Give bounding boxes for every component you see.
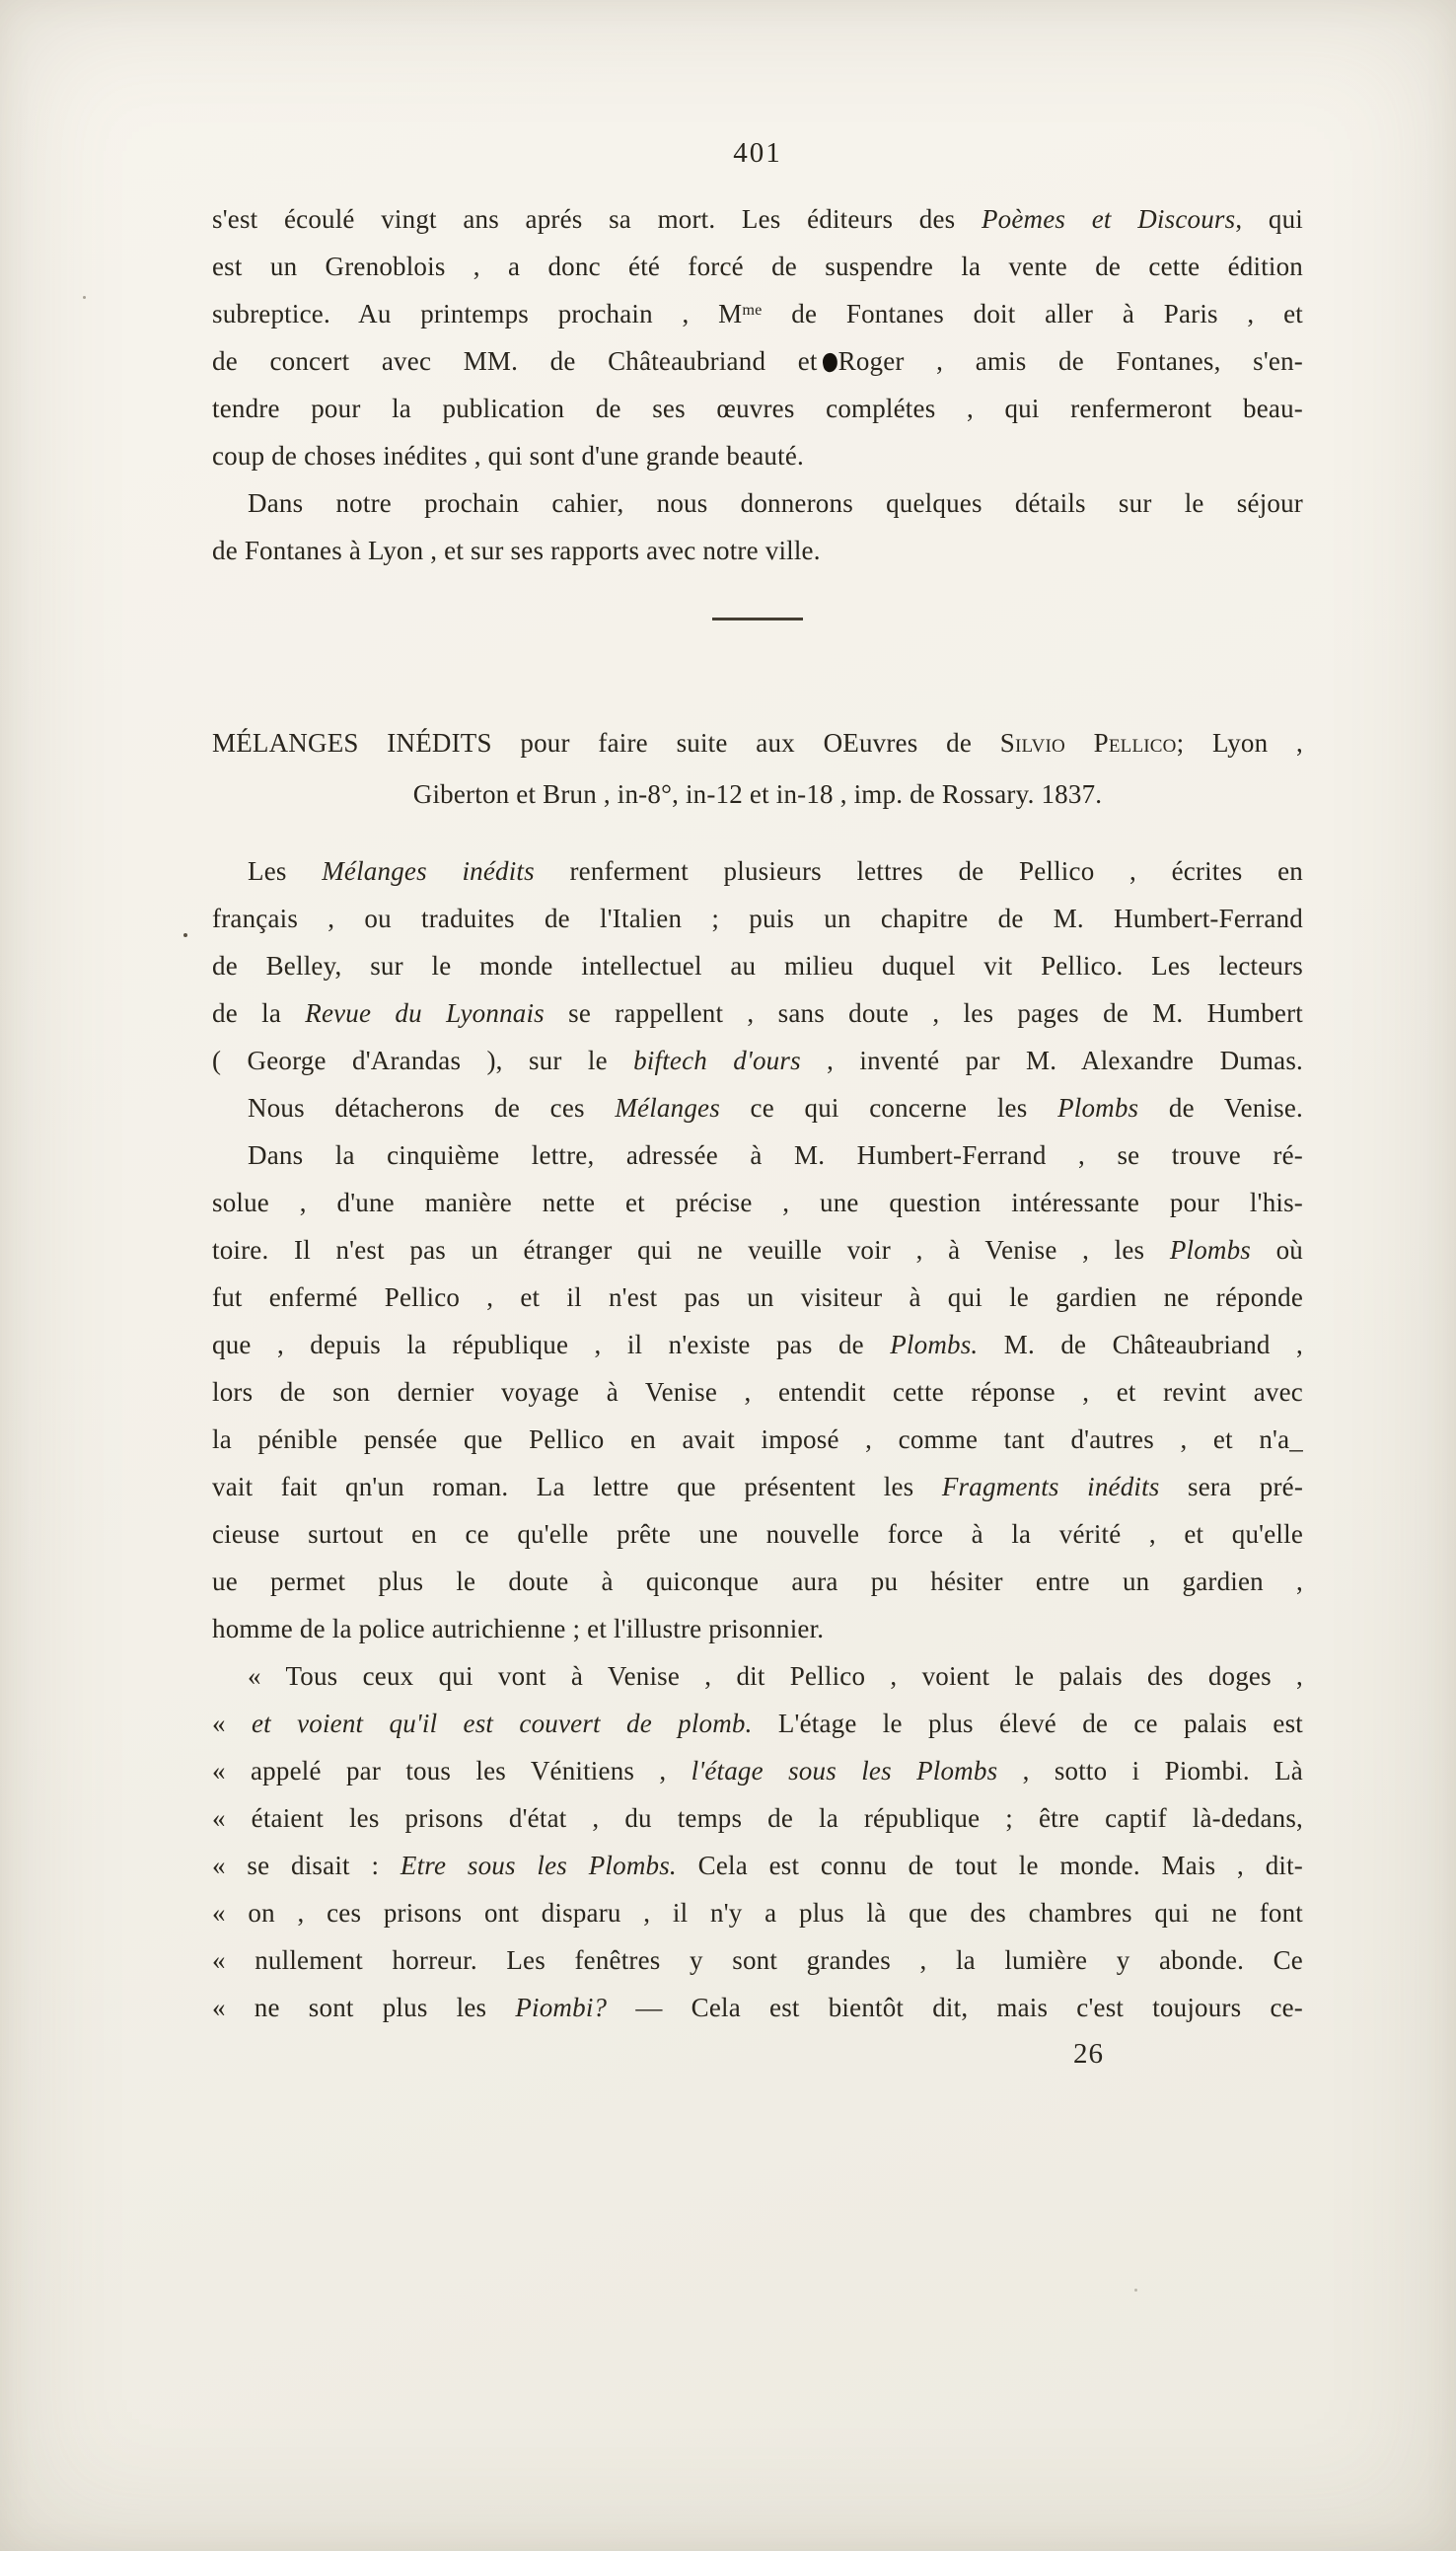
text-segment: Revue du Lyonnais: [305, 998, 545, 1028]
text-line: [212, 1700, 1303, 1747]
text-line: [212, 1510, 1303, 1558]
text-line: [212, 1131, 1303, 1179]
text-segment: Dans la cinquième lettre, adressée à M. Humbert-Ferrand , se trouve ré-: [248, 1140, 1303, 1170]
text-column: [212, 136, 1303, 2077]
text-segment: Plombs.: [890, 1330, 979, 1359]
text-segment: de Venise.: [1138, 1093, 1304, 1123]
scan-speck: [83, 296, 86, 299]
page-number-bottom: 26: [1073, 2038, 1104, 2070]
text-segment: Silvio Pellico: [999, 728, 1177, 758]
text-line: [212, 385, 1303, 432]
text-line: [212, 243, 1303, 290]
text-segment: de la: [212, 998, 306, 1028]
text-segment: ( George d'Arandas ), sur le: [212, 1046, 634, 1075]
text-segment: toire. Il n'est pas un étranger qui ne veuille voir , à Venise , les: [212, 1235, 1170, 1265]
text-segment: est un Grenoblois , a donc été forcé de suspendre la vente de cette édition: [212, 252, 1303, 281]
section-divider: [712, 618, 803, 620]
text-line: [212, 847, 1303, 895]
text-line: [212, 1179, 1303, 1226]
text-line: [212, 1416, 1303, 1463]
text-segment: cieuse surtout en ce qu'elle prête une nouvelle force à la vérité , et qu'elle: [212, 1519, 1303, 1549]
text-segment: vait fait qn'un roman. La lettre que présentent les: [212, 1472, 942, 1501]
text-line: [212, 1936, 1303, 1984]
text-segment: « étaient les prisons d'état , du temps de la république ; être captif là-dedans,: [212, 1803, 1303, 1833]
text-segment: ue permet plus le doute à quiconque aura pu hésiter entre un gardien ,: [212, 1567, 1303, 1596]
text-line: [212, 337, 1303, 385]
paragraph: [212, 847, 1303, 1084]
text-segment: fut enfermé Pellico , et il n'est pas un visiteur à qui le gardien ne réponde: [212, 1282, 1303, 1312]
text-segment: Nous détacherons de ces: [248, 1093, 616, 1123]
text-line: [212, 1747, 1303, 1794]
text-line: [212, 1984, 1303, 2031]
text-segment: subreptice. Au printemps prochain , M: [212, 299, 743, 328]
text-segment: Poèmes et Discours: [981, 204, 1236, 234]
text-segment: « on , ces prisons ont disparu , il n'y a plus là que des chambres qui ne font: [212, 1898, 1303, 1928]
text-segment: français , ou traduites de l'Italien ; puis un chapitre de M. Humbert-Ferrand: [212, 904, 1303, 933]
text-segment: renferment plusieurs lettres de Pellico , écrites en: [534, 856, 1303, 886]
text-segment: et voient qu'il est couvert de plomb.: [251, 1709, 753, 1738]
text-segment: Fragments inédits: [941, 1472, 1160, 1501]
text-segment: Mélanges inédits: [322, 856, 535, 886]
text-line: [212, 432, 1303, 479]
text-line: [212, 1652, 1303, 1700]
text-segment: « appelé par tous les Vénitiens ,: [212, 1756, 692, 1786]
text-segment: « se disait :: [212, 1851, 400, 1880]
text-segment: « Tous ceux qui vont à Venise , dit Pellico , voient le palais des doges ,: [248, 1661, 1303, 1691]
paragraph: [212, 195, 1303, 479]
text-segment: se rappellent , sans doute , les pages de M. Humbert: [544, 998, 1303, 1028]
text-line: [212, 1842, 1303, 1889]
scan-speck: [1134, 2289, 1137, 2292]
scan-speck: [183, 933, 187, 937]
text-segment: Dans notre prochain cahier, nous donnerons quelques détails sur le séjour: [248, 488, 1303, 518]
paragraph: [212, 1084, 1303, 1131]
text-line: [212, 1558, 1303, 1605]
paragraph: [212, 1652, 1303, 2031]
text-line: [212, 527, 1303, 574]
text-segment: l'étage sous les Plombs: [691, 1756, 998, 1786]
text-segment: me: [742, 300, 763, 319]
text-segment: L'étage le plus élevé de ce palais est: [752, 1709, 1303, 1738]
text-line: [212, 1794, 1303, 1842]
text-segment: homme de la police autrichienne ; et l'illustre prisonnier.: [212, 1614, 825, 1643]
paragraph: [212, 479, 1303, 574]
text-line: [212, 1889, 1303, 1936]
text-segment: « nullement horreur. Les fenêtres y sont grandes , la lumière y abonde. Ce: [212, 1945, 1303, 1975]
text-segment: , inventé par M. Alexandre Dumas.: [800, 1046, 1304, 1075]
text-segment: Les: [248, 856, 323, 886]
text-line: [212, 1368, 1303, 1416]
text-segment: que , depuis la république , il n'existe pas de: [212, 1330, 891, 1359]
article-heading: [212, 717, 1303, 820]
text-line: [212, 989, 1303, 1037]
text-line: [212, 942, 1303, 989]
text-segment: de concert avec MM. de Châteaubriand et: [212, 346, 818, 376]
text-segment: Piombi?: [515, 1993, 608, 2022]
text-line: [212, 768, 1303, 820]
text-segment: «: [212, 1709, 252, 1738]
text-line: [212, 290, 1303, 337]
text-segment: Plombs: [1057, 1093, 1139, 1123]
text-segment: ce qui concerne les: [719, 1093, 1058, 1123]
text-segment: tendre pour la publication de ses œuvres complétes , qui renfermeront beau-: [212, 394, 1303, 423]
page-text: [212, 195, 1303, 2031]
text-segment: — Cela est bientôt dit, mais c'est toujours ce-: [607, 1993, 1303, 2022]
text-segment: sera pré-: [1159, 1472, 1304, 1501]
text-segment: Mélanges: [615, 1093, 720, 1123]
text-line: [212, 1226, 1303, 1274]
text-segment: M. de Châteaubriand ,: [978, 1330, 1303, 1359]
text-segment: où: [1251, 1235, 1303, 1265]
text-line: [212, 1037, 1303, 1084]
paragraph: [212, 1131, 1303, 1652]
text-segment: la pénible pensée que Pellico en avait imposé , comme tant d'autres , et n'a_: [212, 1424, 1303, 1454]
text-segment: Etre sous les Plombs.: [400, 1851, 677, 1880]
text-line: [212, 1605, 1303, 1652]
text-segment: de Fontanes à Lyon , et sur ses rapports avec notre ville.: [212, 536, 821, 565]
text-line: [212, 895, 1303, 942]
text-line: [212, 717, 1303, 768]
text-segment: de Fontanes doit aller à Paris , et: [762, 299, 1303, 328]
text-line: [212, 1463, 1303, 1510]
text-line: [212, 195, 1303, 243]
text-segment: biftech d'ours: [633, 1046, 801, 1075]
text-segment: MÉLANGES INÉDITS pour faire suite aux OEuvres de: [212, 728, 1000, 758]
text-line: [212, 1321, 1303, 1368]
text-segment: Roger , amis de Fontanes, s'en-: [837, 346, 1303, 376]
text-segment: lors de son dernier voyage à Venise , entendit cette réponse , et revint avec: [212, 1377, 1303, 1407]
text-segment: Giberton et Brun , in-8°, in-12 et in-18 , imp. de Rossary. 1837.: [412, 779, 1103, 809]
text-segment: Plombs: [1169, 1235, 1252, 1265]
text-segment: s'est écoulé vingt ans aprés sa mort. Les éditeurs des: [212, 204, 982, 234]
text-segment: solue , d'une manière nette et précise , une question intéressante pour l'his-: [212, 1188, 1303, 1217]
text-segment: « ne sont plus les: [212, 1993, 516, 2022]
text-segment: , sotto i Piombi. Là: [997, 1756, 1303, 1786]
text-segment: ; Lyon ,: [1176, 728, 1303, 758]
ink-blot-artifact: [821, 352, 839, 374]
text-line: [212, 1084, 1303, 1131]
page-number-top: 401: [733, 137, 782, 169]
text-segment: Cela est connu de tout le monde. Mais , dit-: [676, 1851, 1303, 1880]
text-segment: , qui: [1235, 204, 1303, 234]
text-line: [212, 479, 1303, 527]
text-line: [212, 1274, 1303, 1321]
text-segment: coup de choses inédites , qui sont d'une grande beauté.: [212, 441, 804, 471]
text-segment: de Belley, sur le monde intellectuel au milieu duquel vit Pellico. Les lecteurs: [212, 951, 1303, 981]
